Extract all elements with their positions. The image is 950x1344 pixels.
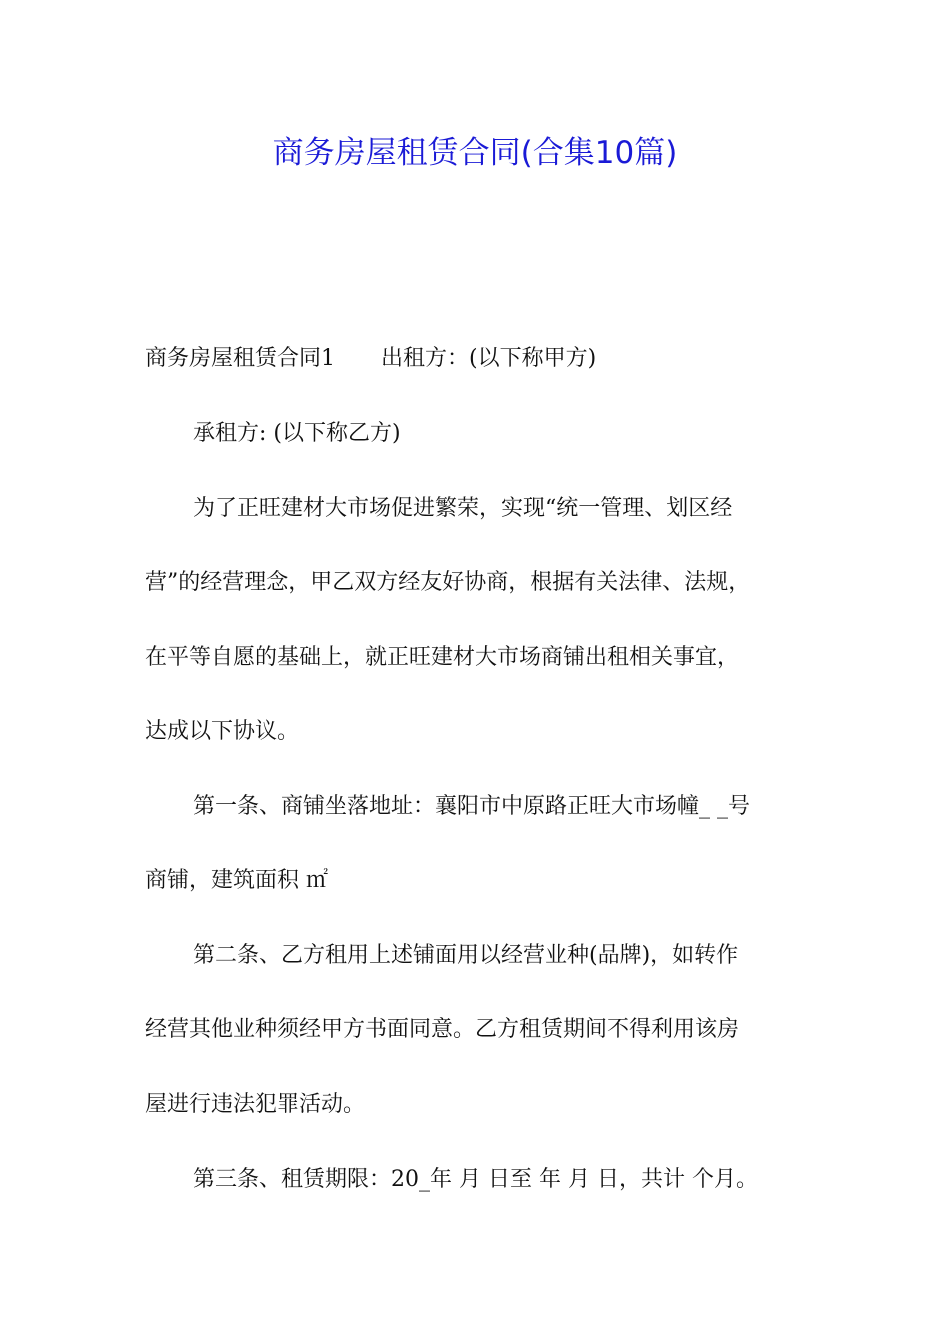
text-line: 第三条、租赁期限：20_年 月 日至 年 月 日，共计 个月。 [193,1167,758,1192]
contract-number-label: 商务房屋租赁合同1 [145,346,335,371]
text-line: 商铺，建筑面积 ㎡ [145,868,328,893]
text-line-heading [145,343,596,375]
text-line: 第一条、商铺坐落地址：襄阳市中原路正旺大市场幢_ _号 [193,794,750,819]
text-line: 营”的经营理念，甲乙双方经友好协商，根据有关法律、法规， [145,570,751,595]
text-line: 第二条、乙方租用上述铺面用以经营业种(品牌)，如转作 [193,943,739,968]
text-line: 屋进行违法犯罪活动。 [145,1092,366,1117]
text-line: 在平等自愿的基础上，就正旺建材大市场商铺出租相关事宜， [145,645,740,670]
text-line: 为了正旺建材大市场促进繁荣，实现“统一管理、划区经 [193,496,733,521]
document-title: 商务房屋租赁合同(合集10篇) [272,135,678,171]
text-line: 经营其他业种须经甲方书面同意。乙方租赁期间不得利用该房 [145,1017,740,1042]
text-line: 承租方: (以下称乙方) [193,421,401,446]
text-line: 达成以下协议。 [145,719,300,744]
lessor-label: 出租方：(以下称甲方) [381,346,597,371]
